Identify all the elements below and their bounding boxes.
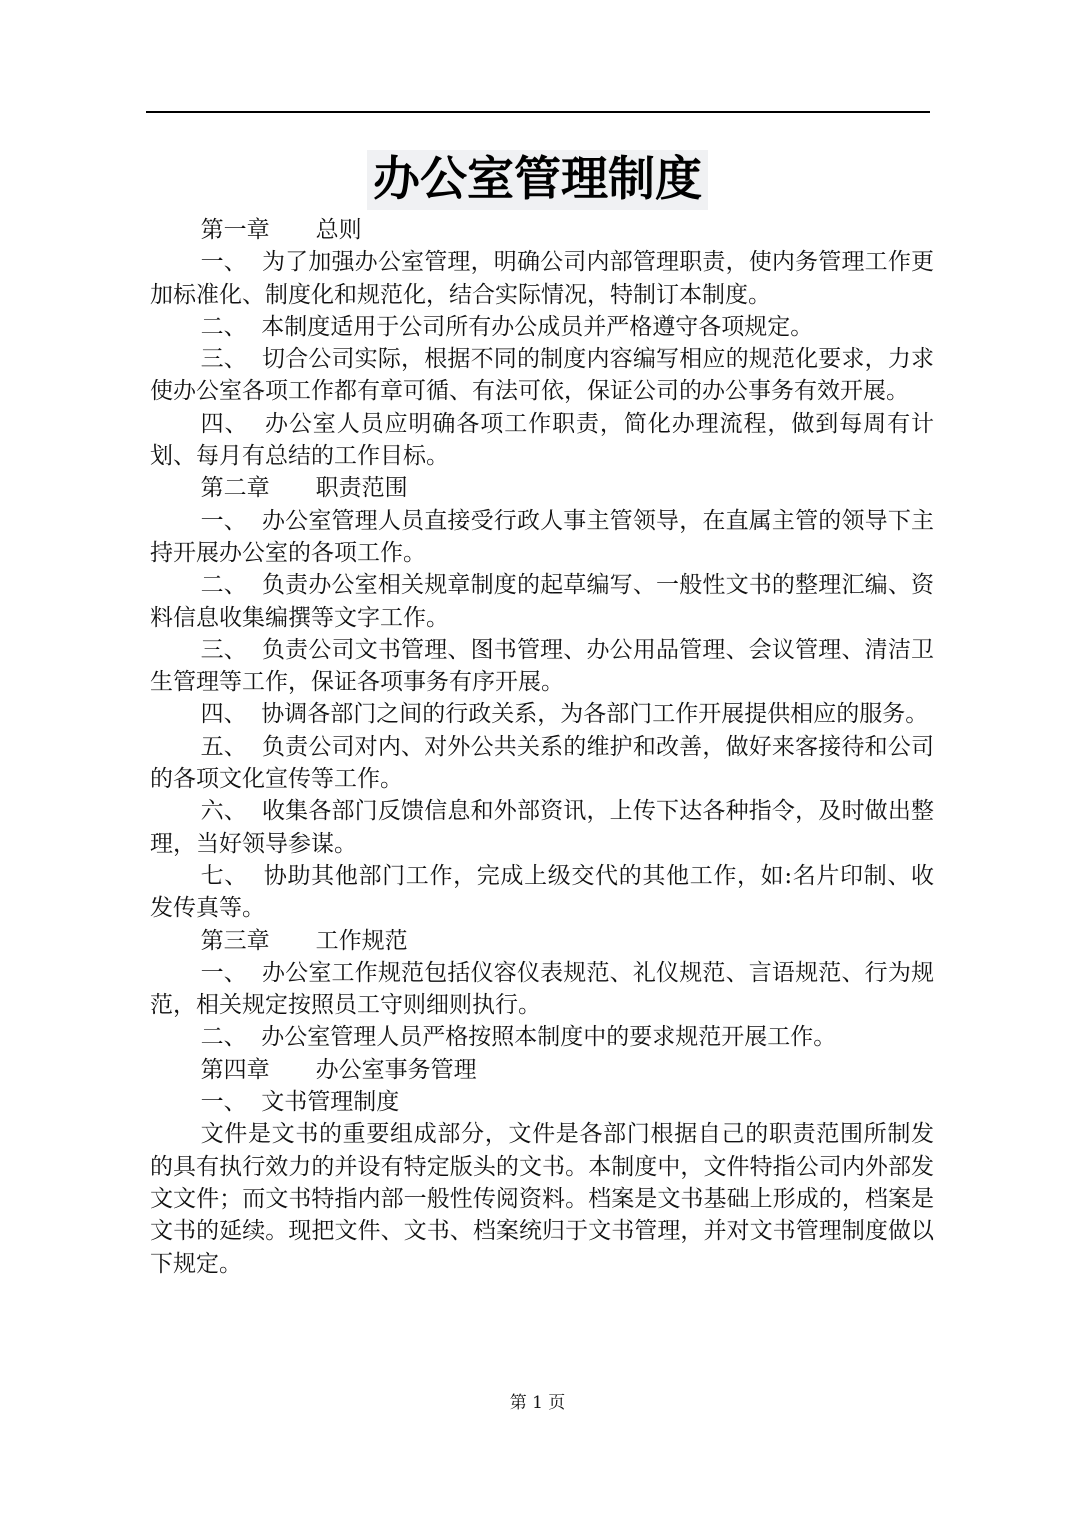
clause-text: 办公室管理人员严格按照本制度中的要求规范开展工作。 — [261, 1024, 837, 1051]
page-number: 第 1 页 — [509, 1393, 566, 1413]
clause-number: 二、 — [200, 1024, 247, 1051]
clause-text: 收集各部门反馈信息和外部资讯，上传下达各种指令，及时做出整理，当好领导参谋。 — [150, 798, 935, 857]
clause-text: 为了加强办公室管理，明确公司内部管理职责，使内务管理工作更加标准化、制度化和规范化，结合实际情况，特制订本制度。 — [150, 249, 935, 308]
clause-number: 五、 — [200, 733, 247, 760]
chapter-heading: 第四章 办公室事务管理 — [200, 1056, 477, 1083]
numbered-clause — [150, 731, 934, 796]
numbered-clause — [150, 698, 934, 730]
numbered-clause — [150, 408, 934, 473]
clause-number: 二、 — [200, 313, 247, 340]
clause-text: 文书管理制度 — [261, 1089, 400, 1116]
clause-number: 一、 — [200, 1089, 247, 1116]
document-title: 办公室管理制度 — [367, 150, 708, 210]
chapter-heading: 第三章 工作规范 — [200, 927, 408, 954]
numbered-clause — [150, 957, 934, 1022]
numbered-clause — [150, 860, 934, 925]
clause-text: 办公室工作规范包括仪容仪表规范、礼仪规范、言语规范、行为规范，相关规定按照员工守则细则执行。 — [150, 959, 935, 1019]
clause-number: 四、 — [200, 701, 247, 728]
clause-text: 负责办公室相关规章制度的起草编写、一般性文书的整理汇编、资料信息收集编撰等文字工作。 — [150, 572, 935, 631]
body-paragraph: 文件是文书的重要组成部分，文件是各部门根据自己的职责范围所制发的具有执行效力的并设有特定版头的文书。本制度中，文件特指公司内外部发文文件；而文书特指内部一般性传阅资料。档案是文书基础上形成的，档案是文书的延续。现把文件、文书、档案统归于文书管理，并对文书管理制度做以下规定。 — [150, 1121, 934, 1277]
header-rule — [146, 111, 930, 113]
numbered-clause — [150, 1021, 934, 1053]
clause-number: 三、 — [200, 346, 247, 373]
clause-number: 一、 — [200, 507, 247, 534]
clause-number: 六、 — [200, 798, 247, 825]
clause-number: 三、 — [200, 636, 247, 663]
clause-text: 本制度适用于公司所有办公成员并严格遵守各项规定。 — [261, 313, 814, 340]
chapter-heading: 第二章 职责范围 — [200, 475, 408, 502]
document-body — [150, 214, 934, 1280]
clause-text: 协助其他部门工作，完成上级交代的其他工作，如:名片印制、收发传真等。 — [150, 862, 935, 922]
clause-number: 二、 — [200, 572, 247, 599]
clause-text: 负责公司文书管理、图书管理、办公用品管理、会议管理、清洁卫生管理等工作，保证各项事务有序开展。 — [150, 636, 935, 696]
clause-text: 协调各部门之间的行政关系，为各部门工作开展提供相应的服务。 — [261, 701, 929, 728]
clause-text: 办公室人员应明确各项工作职责，简化办理流程，做到每周有计划、每月有总结的工作目标。 — [150, 410, 935, 470]
clause-text: 切合公司实际，根据不同的制度内容编写相应的规范化要求，力求使办公室各项工作都有章可循、有法可依，保证公司的办公事务有效开展。 — [150, 346, 935, 405]
numbered-clause — [150, 569, 934, 634]
clause-number: 一、 — [200, 959, 247, 986]
clause-text: 负责公司对内、对外公共关系的维护和改善，做好来客接待和公司的各项文化宣传等工作。 — [150, 733, 935, 793]
clause-number: 四、 — [200, 410, 249, 437]
clause-text: 办公室管理人员直接受行政人事主管领导，在直属主管的领导下主持开展办公室的各项工作。 — [150, 507, 935, 566]
numbered-clause — [150, 505, 934, 570]
numbered-clause — [150, 1086, 934, 1118]
numbered-clause — [150, 246, 934, 311]
numbered-clause — [150, 795, 934, 860]
clause-number: 七、 — [200, 862, 248, 889]
numbered-clause — [150, 311, 934, 343]
chapter-heading: 第一章 总则 — [200, 217, 362, 243]
numbered-clause — [150, 343, 934, 408]
document-title-block — [0, 150, 1075, 210]
clause-number: 一、 — [200, 249, 247, 276]
numbered-clause — [150, 634, 934, 699]
